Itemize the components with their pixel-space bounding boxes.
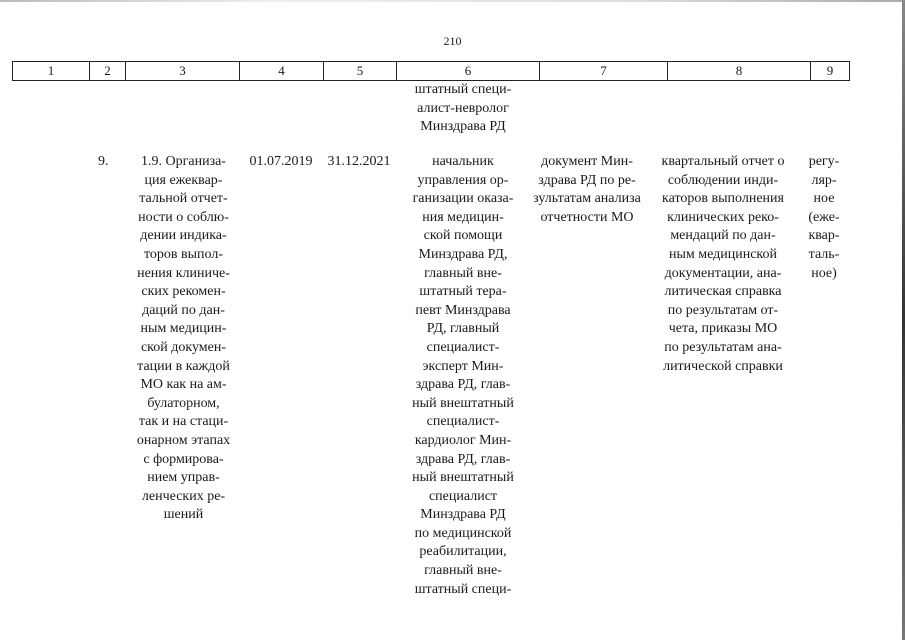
periodicity-cell: регу- ляр- ное (еже- квар- таль- ное) <box>808 154 840 281</box>
activity-description-cell: 1.9. Организа- ция ежеквар- тальной отчет- ности о соблю- дении индика- торов выпол- нения клиниче- ских рекомен- даций по дан- ным медицин- ской докумен- тации в каждой МО как на ам- булаторном, так и на стаци- онарном этапах с формирова- нием управ- ленческих ре- шений <box>136 154 231 523</box>
column-header-6: 6 <box>396 62 539 80</box>
continuation-responsible-cell: штатный специ- алист-невролог Минздрава РД <box>414 82 512 135</box>
column-header-3: 3 <box>125 62 239 80</box>
column-header-8: 8 <box>667 62 810 80</box>
table-header-row <box>12 61 850 81</box>
row-number-cell: 9. <box>98 154 109 169</box>
scan-edge-top <box>0 0 905 2</box>
page-number: 210 <box>443 34 462 48</box>
column-header-5: 5 <box>323 62 396 80</box>
end-date-cell: 31.12.2021 <box>327 154 391 169</box>
column-header-1: 1 <box>12 62 89 80</box>
report-cell: квартальный отчет о соблюдении инди- каторов выполнения клинических реко- мендаций по дан- ным медицинской документации, ана- литическая справка по результатам от- чета, приказы МО по результатам ана- литической справки <box>661 154 785 374</box>
result-document-cell: документ Мин- здрава РД по ре- зультатам анализа отчетности МО <box>533 154 641 225</box>
column-header-9: 9 <box>810 62 850 80</box>
column-header-4: 4 <box>239 62 323 80</box>
column-header-2: 2 <box>89 62 125 80</box>
start-date-cell: 01.07.2019 <box>249 154 313 169</box>
responsible-persons-cell: начальник управления ор- ганизации оказа- ния медицин- ской помощи Минздрава РД, главный вне- штатный тера- певт Минздрава РД, главный специалист- эксперт Мин- здрава РД, глав- ный внештатный специалист- кардиолог Мин- здрава РД, глав- ный внештатный специалист Минздрава РД по медицинской реабилитации, главный вне- штатный специ- <box>412 154 514 597</box>
column-header-7: 7 <box>539 62 667 80</box>
